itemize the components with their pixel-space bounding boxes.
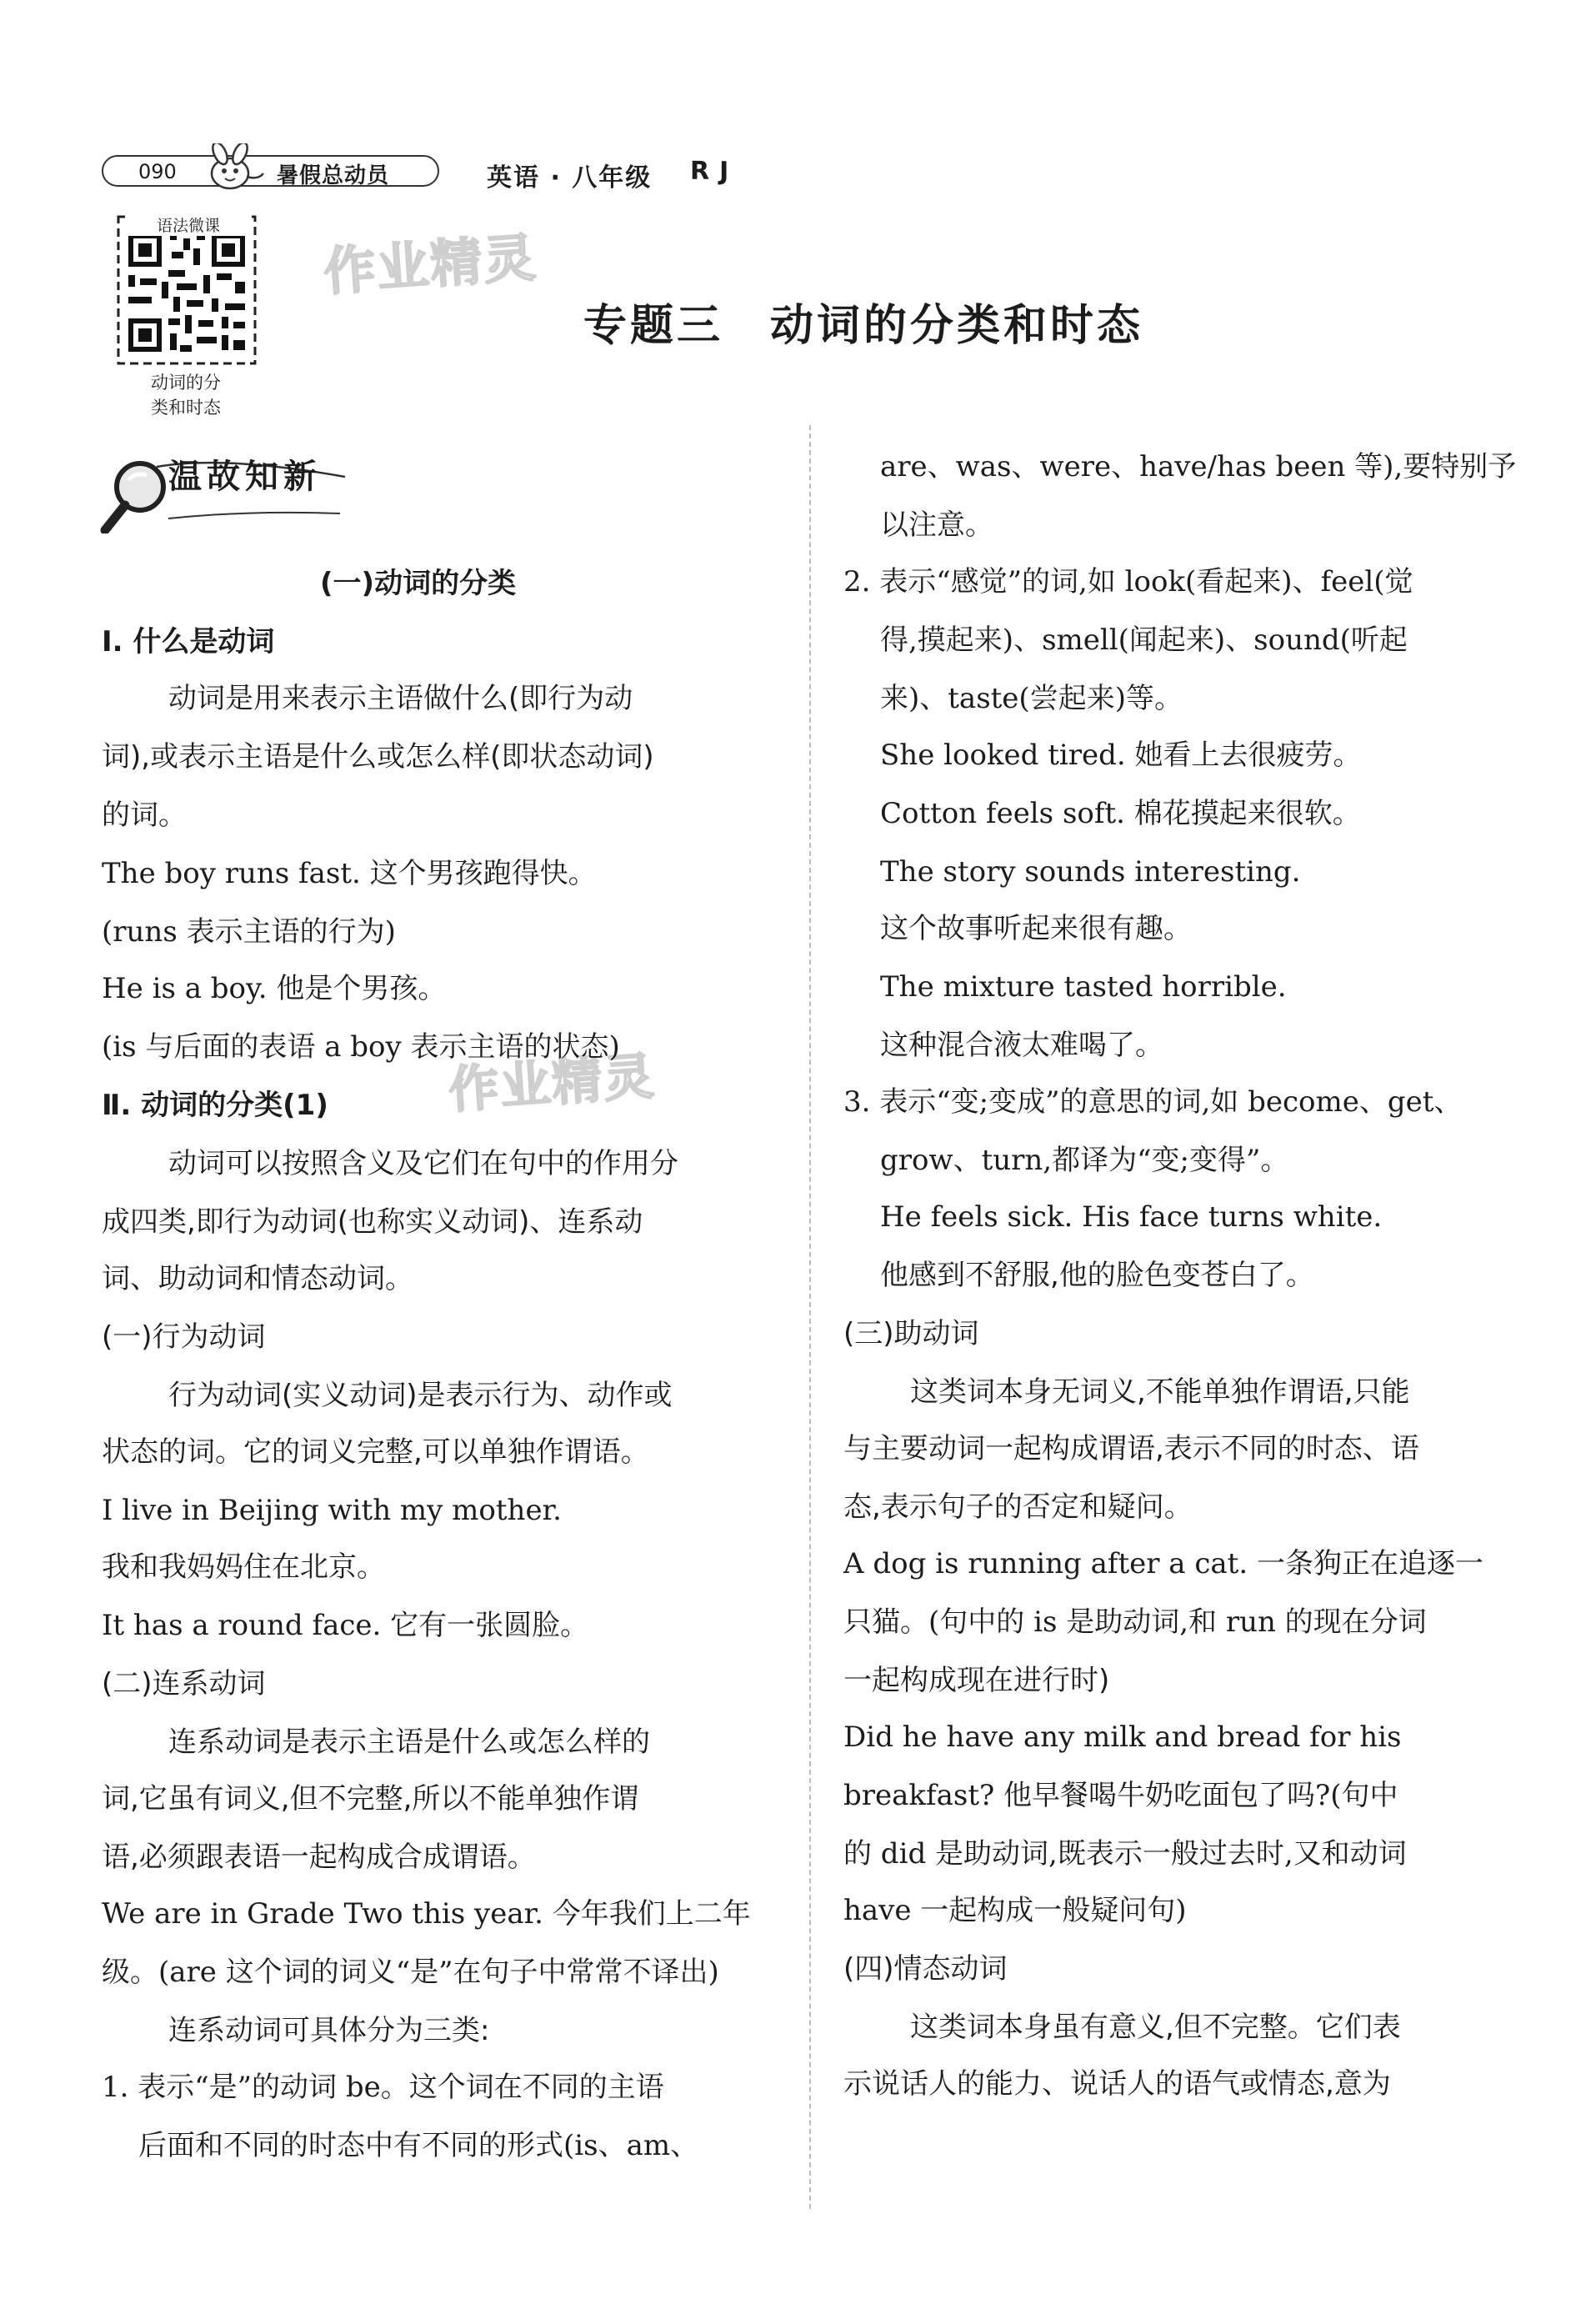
text-line: (is 与后面的表语 a boy 表示主语的状态)	[102, 1030, 620, 1064]
text-line: Ⅱ. 动词的分类(1)	[102, 1089, 328, 1122]
text-line: 级。(are 这个词的词义“是”在句子中常常不译出)	[102, 1956, 719, 1989]
text-line: Cotton feels soft. 棉花摸起来很软。	[880, 797, 1361, 830]
page-header	[102, 148, 968, 192]
text-line: 态,表示句子的否定和疑问。	[843, 1490, 1193, 1524]
text-line: (runs 表示主语的行为)	[102, 915, 396, 949]
text-line: We are in Grade Two this year. 今年我们上二年	[102, 1897, 751, 1931]
text-line: 词),或表示主语是什么或怎么样(即状态动词)	[102, 740, 654, 774]
page-title: 专题三 动词的分类和时态	[583, 301, 1144, 351]
text-line: 2. 表示“感觉”的词,如 look(看起来)、feel(觉	[843, 565, 1413, 599]
text-line: 3. 表示“变;变成”的意思的词,如 become、get、	[843, 1085, 1463, 1119]
mascot-icon	[192, 143, 268, 192]
text-line: breakfast? 他早餐喝牛奶吃面包了吗?(句中	[843, 1779, 1398, 1812]
text-line: He is a boy. 他是个男孩。	[102, 972, 447, 1005]
text-line: 1. 表示“是”的动词 be。这个词在不同的主语	[102, 2071, 664, 2104]
text-line: 动词是用来表示主语做什么(即行为动	[168, 682, 633, 715]
text-line: The mixture tasted horrible.	[880, 970, 1287, 1004]
text-line: The story sounds interesting.	[880, 855, 1301, 889]
text-line: 的词。	[102, 799, 187, 832]
text-line: 语,必须跟表语一起构成合成谓语。	[102, 1841, 536, 1874]
text-line: It has a round face. 它有一张圆脸。	[102, 1609, 589, 1642]
text-line: Ⅰ. 什么是动词	[102, 625, 275, 659]
text-line: 他感到不舒服,他的脸色变苍白了。	[880, 1259, 1314, 1292]
qr-caption-line-1: 动词的分	[151, 373, 221, 393]
text-line: 的 did 是助动词,既表示一般过去时,又和动词	[843, 1837, 1407, 1871]
text-line: 这种混合液太难喝了。	[880, 1029, 1163, 1062]
text-line: She looked tired. 她看上去很疲劳。	[880, 739, 1362, 772]
text-line: I live in Beijing with my mother.	[102, 1494, 562, 1527]
text-line: 得,摸起来)、smell(闻起来)、sound(听起	[880, 624, 1408, 657]
text-line: 词,它虽有词义,但不完整,所以不能单独作谓	[102, 1782, 639, 1816]
text-line: 动词可以按照含义及它们在句中的作用分	[168, 1147, 678, 1180]
text-line: 示说话人的能力、说话人的语气或情态,意为	[843, 2067, 1391, 2101]
qr-code-icon[interactable]	[117, 215, 257, 365]
text-line: (一)动词的分类	[320, 567, 517, 600]
text-line: A dog is running after a cat. 一条狗正在追逐一	[843, 1547, 1483, 1580]
text-line: 一起构成现在进行时)	[843, 1664, 1110, 1697]
qr-caption-line-2: 类和时态	[151, 398, 221, 418]
column-divider	[809, 425, 811, 2209]
text-line: are、was、were、have/has been 等),要特别予	[880, 450, 1517, 483]
text-line: 后面和不同的时态中有不同的形式(is、am、	[138, 2129, 699, 2162]
text-line: 词、助动词和情态动词。	[102, 1262, 413, 1295]
text-line: 来)、taste(尝起来)等。	[880, 682, 1183, 715]
text-line: 我和我妈妈住在北京。	[102, 1550, 385, 1584]
text-line: Did he have any milk and bread for his	[843, 1720, 1402, 1754]
qr-caption-top: 语法微课	[125, 213, 252, 236]
text-line: 行为动词(实义动词)是表示行为、动作或	[168, 1379, 673, 1412]
qr-caption-bottom	[107, 370, 265, 420]
text-line: have 一起构成一般疑问句)	[843, 1894, 1187, 1927]
text-line: (四)情态动词	[843, 1952, 1008, 1986]
text-line: (一)行为动词	[102, 1320, 266, 1354]
edition-code: RJ	[690, 157, 739, 186]
subject-grade: 英语 · 八年级	[487, 163, 653, 193]
text-line: (三)助动词	[843, 1317, 979, 1350]
watermark: 作业精灵	[447, 1047, 658, 1120]
text-line: 只猫。(句中的 is 是助动词,和 run 的现在分词	[843, 1605, 1427, 1639]
text-line: 连系动词可具体分为三类:	[168, 2014, 490, 2047]
text-line: The boy runs fast. 这个男孩跑得快。	[102, 857, 597, 890]
text-line: 这类词本身无词义,不能单独作谓语,只能	[910, 1375, 1410, 1409]
watermark: 作业精灵	[322, 227, 539, 303]
text-line: 与主要动词一起构成谓语,表示不同的时态、语	[843, 1432, 1419, 1465]
text-line: 成四类,即行为动词(也称实义动词)、连系动	[102, 1205, 643, 1239]
text-line: He feels sick. His face turns white.	[880, 1200, 1383, 1234]
text-line: 这类词本身虽有意义,但不完整。它们表	[910, 2011, 1401, 2044]
section-badge: 温故知新	[168, 458, 322, 496]
text-line: 这个故事听起来很有趣。	[880, 912, 1192, 945]
text-line: 连系动词是表示主语是什么或怎么样的	[168, 1726, 650, 1759]
text-line: 以注意。	[880, 508, 993, 542]
text-line: grow、turn,都译为“变;变得”。	[880, 1144, 1289, 1177]
page-number: 090	[138, 160, 177, 183]
text-line: 状态的词。它的词义完整,可以单独作谓语。	[102, 1435, 649, 1469]
brand-name: 暑假总动员	[277, 163, 390, 188]
text-line: (二)连系动词	[102, 1667, 266, 1700]
